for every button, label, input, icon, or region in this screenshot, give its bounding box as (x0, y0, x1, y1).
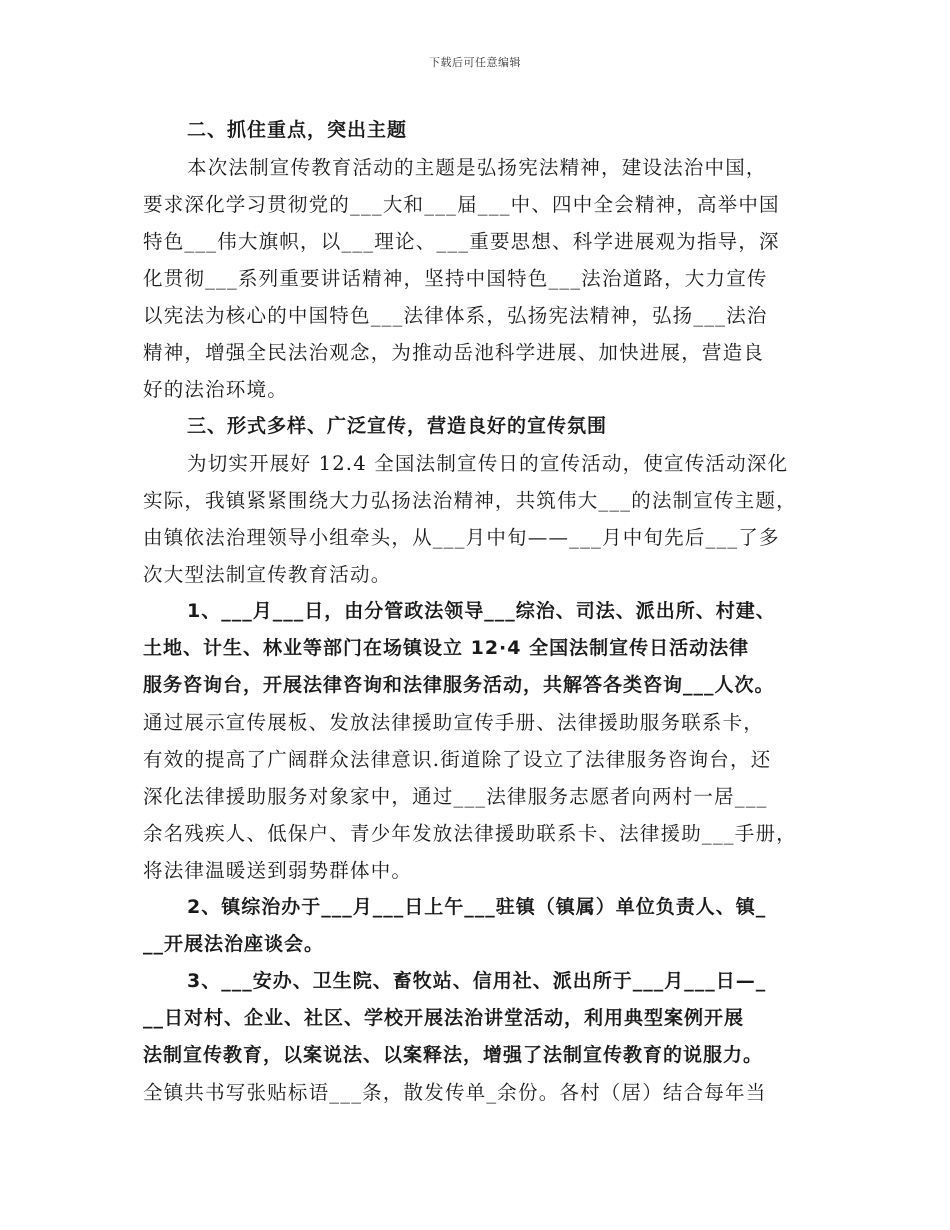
section-heading-line: __开展法治座谈会。 (143, 933, 325, 955)
text-line: 好的法治环境。 (143, 378, 288, 401)
text-line: 特色___伟大旗帜，以___理论、___重要思想、科学进展观为指导，深 (143, 230, 780, 253)
page-header: 下载后可任意编辑 (429, 56, 521, 69)
text-line: 深化法律援助服务对象家中，通过___法律服务志愿者向两村一居___ (143, 785, 768, 808)
section-heading-line: 二、抓住重点，突出主题 (187, 119, 408, 141)
numbered-item-line: 3、___安办、卫生院、畜牧站、信用社、派出所于___月___日—_ (187, 970, 767, 992)
text-line: 精神，增强全民法治观念，为推动岳池科学进展、加快进展，营造良 (143, 341, 765, 364)
text-line: 要求深化学习贯彻党的___大和___届___中、四中全会精神，高举中国 (143, 193, 780, 216)
text-line: 本次法制宣传教育活动的主题是弘扬宪法精神，建设法治中国， (187, 156, 767, 179)
section-heading-line: 法制宣传教育，以案说法、以案释法，增强了法制宣传教育的说服力。 (143, 1044, 764, 1066)
text-line: 为切实开展好 12.4 全国法制宣传日的宣传活动，使宣传活动深化 (187, 452, 789, 475)
section-heading-line: 三、形式多样、广泛宣传，营造良好的宣传氛围 (187, 415, 608, 437)
document-body (143, 112, 813, 1111)
numbered-item-line: 2、镇综治办于___月___日上午___驻镇（镇属）单位负责人、镇_ (187, 896, 767, 918)
text-line: 实际，我镇紧紧围绕大力弘扬法治精神，共筑伟大___的法制宣传主题， (143, 489, 797, 512)
text-line: 由镇依法治理领导小组牵头，从___月中旬——___月中旬先后___了多 (143, 526, 780, 549)
section-heading-line: __日对村、企业、社区、学校开展法治讲堂活动，利用典型案例开展 (143, 1007, 745, 1029)
section-heading-line: 服务咨询台，开展法律咨询和法律服务活动，共解答各类咨询___人次。 (143, 674, 775, 696)
text-line: 次大型法制宣传教育活动。 (143, 563, 392, 586)
text-line: 全镇共书写张贴标语___条，散发传单_余份。各村（居）结合每年当 (143, 1081, 767, 1104)
text-line: 化贯彻___系列重要讲话精神，坚持中国特色___法治道路，大力宣传 (143, 267, 768, 290)
section-heading-line: 土地、计生、林业等部门在场镇设立 12·4 全国法制宣传日活动法律 (143, 637, 750, 659)
text-line: 将法律温暖送到弱势群体中。 (143, 859, 413, 882)
text-line: 有效的提高了广阔群众法律意识.街道除了设立了法律服务咨询台，还 (143, 748, 772, 771)
text-line: 通过展示宣传展板、发放法律援助宣传手册、法律援助服务联系卡， (143, 711, 765, 734)
text-line: 余名残疾人、低保户、青少年发放法律援助联系卡、法律援助___手册， (143, 822, 797, 845)
numbered-item-line: 1、___月___日，由分管政法领导___综治、司法、派出所、村建、 (187, 600, 776, 622)
text-line: 以宪法为核心的中国特色___法律体系，弘扬宪法精神，弘扬___法治 (143, 304, 768, 327)
